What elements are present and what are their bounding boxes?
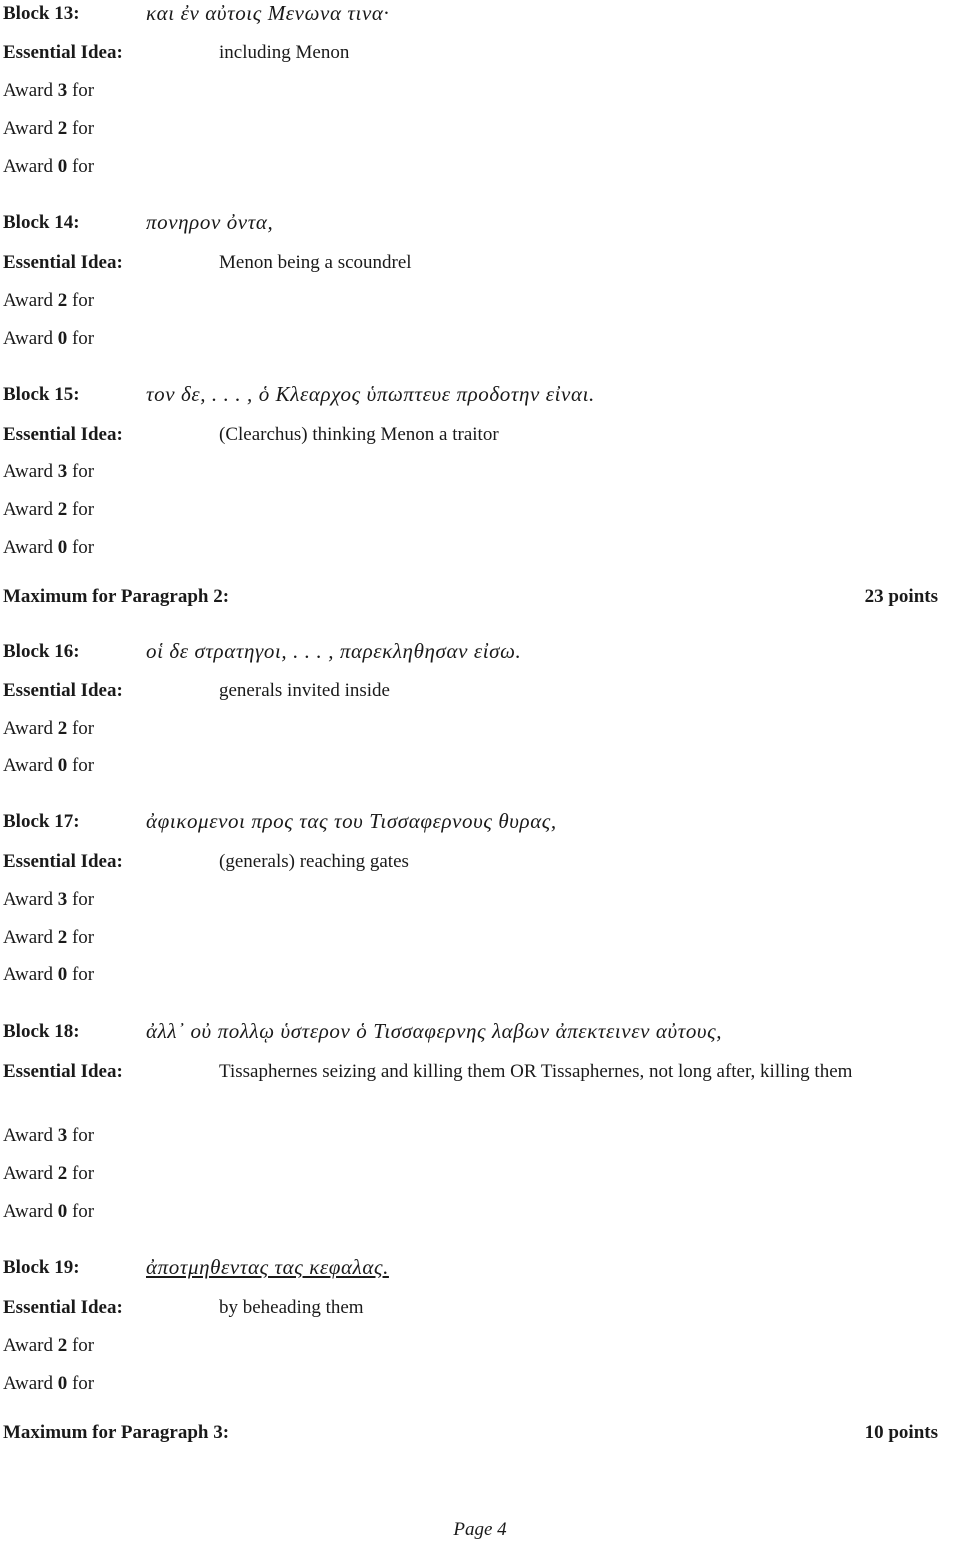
- block-16-award-2: Award 2 for: [3, 718, 95, 739]
- maximum-label: Maximum for Paragraph 3:: [3, 1422, 230, 1443]
- block-18-idea-label: Essential Idea:: [3, 1061, 123, 1082]
- maximum-points: 23 points: [864, 586, 938, 607]
- block-14-greek: πονηρον ὀντα,: [146, 210, 274, 234]
- block-18-greek: ἀλλ᾽ οὐ πολλῳ ὑστερον ὁ Τισσαφερνης λαβων ἀπεκτεινεν αὐτους,: [146, 1019, 723, 1043]
- block-18-label: Block 18:: [3, 1021, 80, 1042]
- block-18-idea: Tissaphernes seizing and killing them OR Tissaphernes, not long after, killing them: [219, 1061, 853, 1082]
- block-14-idea-label: Essential Idea:: [3, 252, 123, 273]
- paragraph-2-maximum: [3, 585, 938, 609]
- block-18-award-2: Award 2 for: [3, 1163, 95, 1184]
- block-15-idea: (Clearchus) thinking Menon a traitor: [219, 424, 499, 445]
- block-15-award-2: Award 2 for: [3, 499, 95, 520]
- block-18-award-3: Award 3 for: [3, 1125, 95, 1146]
- block-13-award-2: Award 2 for: [3, 118, 95, 139]
- block-13-idea-label: Essential Idea:: [3, 42, 123, 63]
- block-16-idea-label: Essential Idea:: [3, 680, 123, 701]
- block-17-idea-label: Essential Idea:: [3, 851, 123, 872]
- block-16-award-0: Award 0 for: [3, 755, 95, 776]
- block-13-label: Block 13:: [3, 3, 80, 24]
- block-19-label: Block 19:: [3, 1257, 80, 1278]
- block-19-greek: ἀποτμηθεντας τας κεφαλας.: [146, 1255, 389, 1279]
- page-number: Page 4: [453, 1519, 507, 1540]
- block-19-award-2: Award 2 for: [3, 1335, 95, 1356]
- block-19-award-0: Award 0 for: [3, 1373, 95, 1394]
- block-14-label: Block 14:: [3, 212, 80, 233]
- block-13-greek: και ἐν αὐτοις Μενωνα τινα·: [146, 1, 390, 25]
- maximum-points: 10 points: [864, 1422, 938, 1443]
- block-14-award-2: Award 2 for: [3, 290, 95, 311]
- block-17-greek: ἀφικομενοι προς τας του Τισσαφερνους θυρας,: [146, 809, 557, 833]
- block-17-award-0: Award 0 for: [3, 964, 95, 985]
- block-14-idea: Menon being a scoundrel: [219, 252, 412, 273]
- block-15-award-0: Award 0 for: [3, 537, 95, 558]
- block-17-award-2: Award 2 for: [3, 927, 95, 948]
- block-15-award-3: Award 3 for: [3, 461, 95, 482]
- block-13-award-0: Award 0 for: [3, 156, 95, 177]
- block-16-idea: generals invited inside: [219, 680, 390, 701]
- block-16-greek: οἱ δε στρατηγοι, . . . , παρεκληθησαν εἰσω.: [146, 639, 522, 663]
- block-18-award-0: Award 0 for: [3, 1201, 95, 1222]
- block-13-award-3: Award 3 for: [3, 80, 95, 101]
- block-17-label: Block 17:: [3, 811, 80, 832]
- block-19-idea: by beheading them: [219, 1297, 364, 1318]
- block-15-idea-label: Essential Idea:: [3, 424, 123, 445]
- block-17-award-3: Award 3 for: [3, 889, 95, 910]
- block-16-label: Block 16:: [3, 641, 80, 662]
- maximum-label: Maximum for Paragraph 2:: [3, 586, 230, 607]
- block-14-award-0: Award 0 for: [3, 328, 95, 349]
- block-19-idea-label: Essential Idea:: [3, 1297, 123, 1318]
- block-15-greek: τον δε, . . . , ὁ Κλεαρχος ὑπωπτευε προδοτην εἰναι.: [146, 382, 595, 406]
- block-13-idea: including Menon: [219, 42, 350, 63]
- block-17-idea: (generals) reaching gates: [219, 851, 409, 872]
- paragraph-3-maximum: [3, 1421, 938, 1445]
- block-15-label: Block 15:: [3, 384, 80, 405]
